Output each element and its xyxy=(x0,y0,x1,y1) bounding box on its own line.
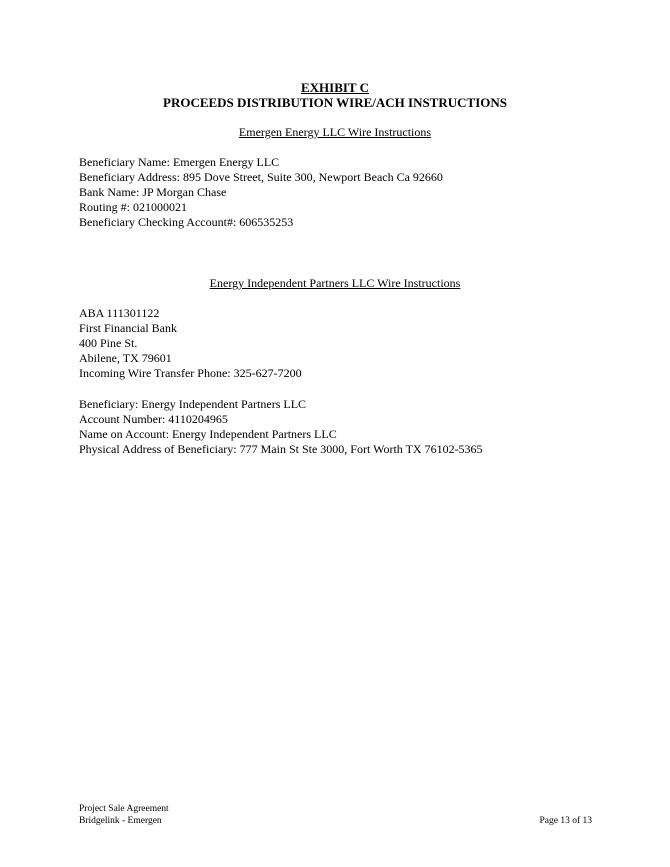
beneficiary-name-line: Beneficiary Name: Emergen Energy LLC xyxy=(79,155,280,169)
checking-account-line: Beneficiary Checking Account#: 606535253 xyxy=(79,215,294,229)
eip-bank-details xyxy=(79,306,302,381)
routing-number-line: Routing #: 021000021 xyxy=(79,200,188,214)
emergen-section-heading: Emergen Energy LLC Wire Instructions xyxy=(238,125,432,139)
aba-number-line: ABA 111301122 xyxy=(79,306,160,320)
footer-left xyxy=(79,803,169,827)
physical-address-line: Physical Address of Beneficiary: 777 Main St Ste 3000, Fort Worth TX 76102-5365 xyxy=(79,442,483,456)
beneficiary-line: Beneficiary: Energy Independent Partners LLC xyxy=(79,397,307,411)
exhibit-title: EXHIBIT C xyxy=(300,80,370,95)
name-on-account-line: Name on Account: Energy Independent Partners LLC xyxy=(79,427,337,441)
bank-city-line: Abilene, TX 79601 xyxy=(79,351,172,365)
emergen-wire-details xyxy=(79,155,443,230)
page-number: Page 13 of 13 xyxy=(539,816,592,826)
account-number-line: Account Number: 4110204965 xyxy=(79,412,228,426)
wire-phone-line: Incoming Wire Transfer Phone: 325-627-7200 xyxy=(79,366,302,380)
bank-name-line: Bank Name: JP Morgan Chase xyxy=(79,185,227,199)
beneficiary-address-line: Beneficiary Address: 895 Dove Street, Suite 300, Newport Beach Ca 92660 xyxy=(79,170,443,184)
footer-parties: Bridgelink - Emergen xyxy=(79,816,162,826)
document-subtitle: PROCEEDS DISTRIBUTION WIRE/ACH INSTRUCTIONS xyxy=(163,95,507,110)
eip-section-heading: Energy Independent Partners LLC Wire Instructions xyxy=(209,276,461,290)
footer-agreement-name: Project Sale Agreement xyxy=(79,804,169,814)
eip-beneficiary-details xyxy=(79,397,483,457)
bank-name-line: First Financial Bank xyxy=(79,321,177,335)
bank-street-line: 400 Pine St. xyxy=(79,336,138,350)
